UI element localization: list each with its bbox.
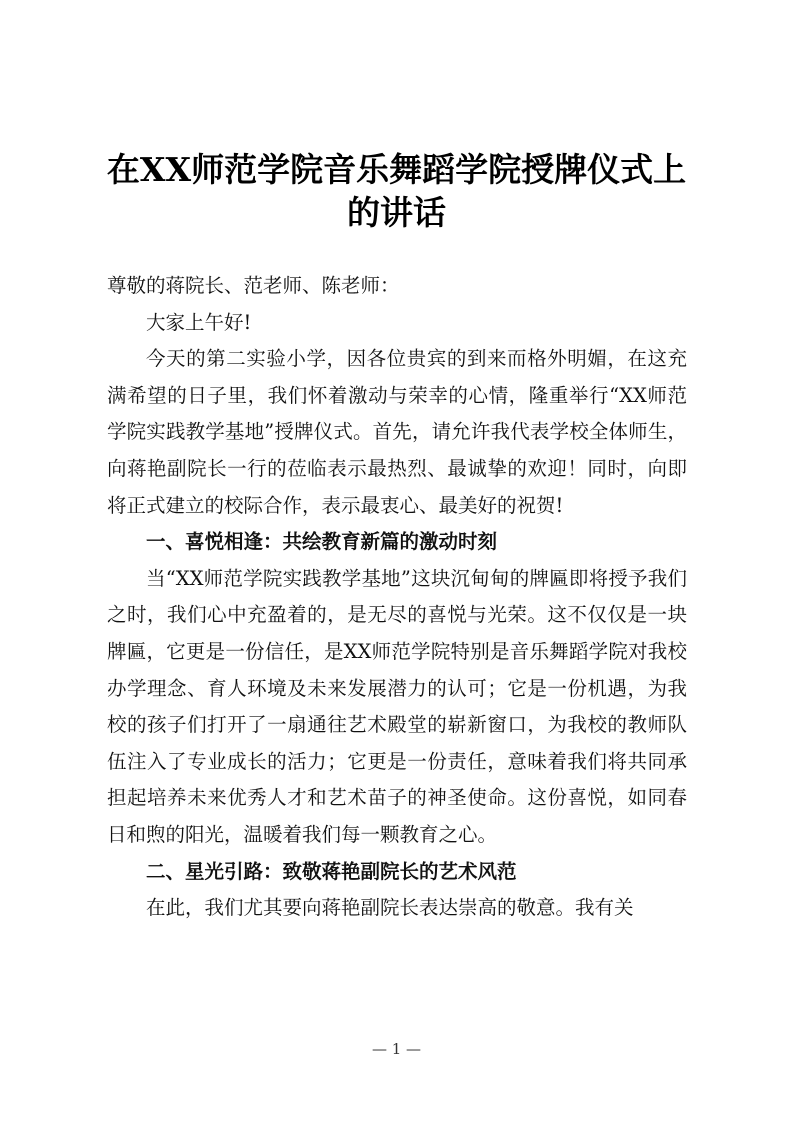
page-number: — 1 — [371, 1040, 422, 1058]
paragraph-opening: 今天的第二实验小学，因各位贵宾的到来而格外明媚，在这充满希望的日子里，我们怀着激动与荣幸的心情，隆重举行“XX师范学院实践教学基地”授牌仪式。首先，请允许我代表学校全体师生，向蒋艳副院长一行的莅临表示最热烈、最诚挚的欢迎！同时，向即将正式建立的校际合作，表示最衷心、最美好的祝贺! [107, 347, 687, 517]
section-heading-1: 一、喜悦相逢：共绘教育新篇的激动时刻 [146, 530, 498, 554]
section-heading-2: 二、星光引路：致敬蒋艳副院长的艺术风范 [146, 859, 517, 883]
greeting: 大家上午好! [146, 310, 252, 334]
paragraph-section-1: 当“XX师范学院实践教学基地”这块沉甸甸的牌匾即将授予我们之时，我们心中充盈着的，是无尽的喜悦与光荣。这不仅仅是一块牌匾，它更是一份信任，是XX师范学院特别是音乐舞蹈学院对我校办学理念、育人环境及未来发展潜力的认可；它是一份机遇，为我校的孩子们打开了一扇通往艺术殿堂的崭新窗口，为我校的教师队伍注入了专业成长的活力；它更是一份责任，意味着我们将共同承担起培养未来优秀人才和艺术苗子的神圣使命。这份喜悦，如同春日和煦的阳光，温暖着我们每一颗教育之心。 [107, 566, 687, 846]
paragraph-section-2: 在此，我们尤其要向蒋艳副院长表达崇高的敬意。我有关 [146, 896, 634, 920]
salutation: 尊敬的蒋院长、范老师、陈老师： [107, 274, 400, 297]
document-title: 在XX师范学院音乐舞蹈学院授牌仪式上的讲话 [106, 150, 687, 232]
document-body [107, 268, 687, 927]
